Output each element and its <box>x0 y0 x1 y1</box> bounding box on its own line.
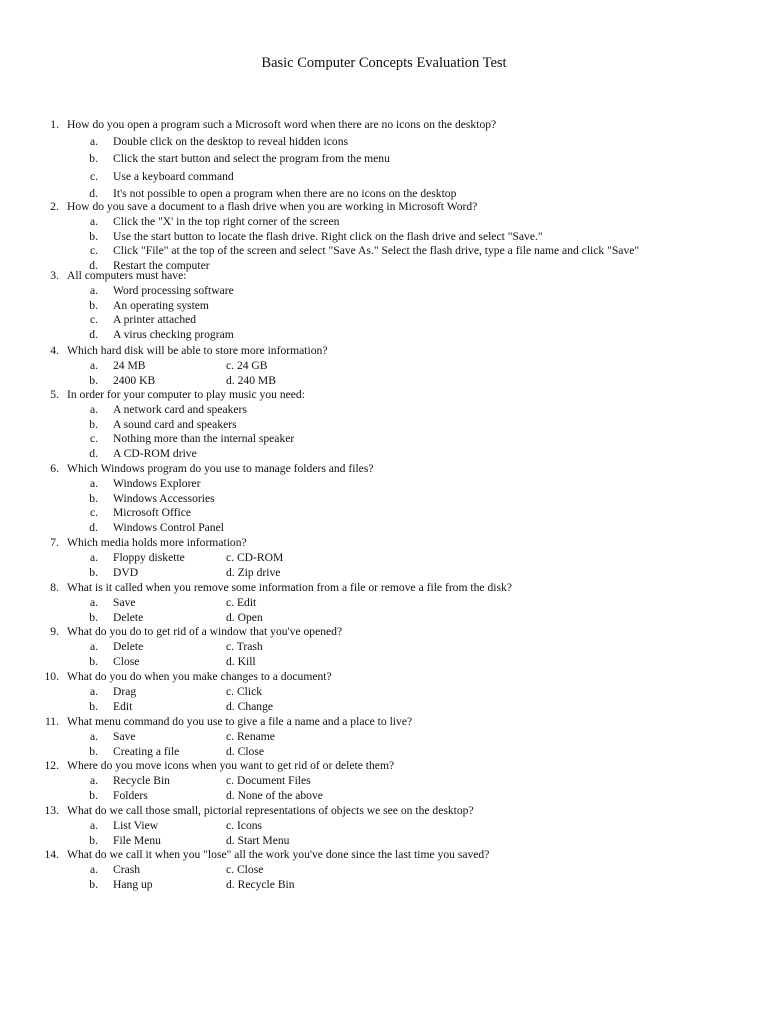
question-text: What do you do to get rid of a window that you've opened? <box>67 625 343 638</box>
answer-option-pair <box>0 729 768 744</box>
option-text: Microsoft Office <box>113 506 192 520</box>
answer-option <box>0 298 768 313</box>
option-label: c. <box>89 313 98 327</box>
option-text: An operating system <box>113 298 209 312</box>
option-text: Double click on the desktop to reveal hidden icons <box>113 135 349 148</box>
option-label: a. <box>89 639 98 653</box>
option-label: b. <box>89 744 98 758</box>
option-label: c. <box>89 170 98 183</box>
option-label: d. <box>89 259 98 273</box>
answer-option-pair <box>0 773 768 788</box>
question-text: What do we call those small, pictorial representations of objects we see on the desktop? <box>67 804 474 817</box>
option-label: b. <box>89 833 98 847</box>
option-text-right: c. Close <box>226 862 264 876</box>
question-12 <box>0 758 768 773</box>
option-label: b. <box>89 229 98 243</box>
option-label: b. <box>89 298 98 312</box>
option-text-left: Crash <box>113 862 141 876</box>
answer-option <box>0 505 768 520</box>
option-text-left: Creating a file <box>113 744 180 758</box>
option-label: a. <box>89 818 98 832</box>
option-text-right: c. Trash <box>226 639 263 653</box>
option-label: b. <box>89 699 98 713</box>
option-text: Click "File" at the top of the screen and select "Save As." Select the flash drive, type a file name and click "Save" <box>113 244 640 258</box>
answer-option <box>0 476 768 491</box>
option-label: a. <box>89 684 98 698</box>
option-text-left: Save <box>113 729 136 743</box>
question-number: 9. <box>50 625 59 638</box>
option-text: Windows Explorer <box>113 476 201 490</box>
page-title: Basic Computer Concepts Evaluation Test <box>261 55 507 71</box>
option-text-right: c. Click <box>226 684 263 698</box>
option-label: c. <box>89 432 98 446</box>
option-label: b. <box>89 491 98 505</box>
question-number: 6. <box>50 462 59 475</box>
answer-option-pair <box>0 699 768 714</box>
option-text-left: 24 MB <box>113 358 146 372</box>
question-text: What do you do when you make changes to a document? <box>67 670 332 683</box>
question-text: In order for your computer to play music you need: <box>67 388 305 401</box>
answer-option-pair <box>0 744 768 759</box>
option-text: Windows Control Panel <box>113 521 224 535</box>
option-label: b. <box>89 417 98 431</box>
question-number: 2. <box>50 200 59 213</box>
option-text-right: d. Zip drive <box>226 565 281 579</box>
question-text: Which hard disk will be able to store more information? <box>67 344 328 357</box>
answer-option <box>0 229 768 244</box>
option-text-left: 2400 KB <box>113 373 156 387</box>
question-6 <box>0 461 768 476</box>
option-label: a. <box>89 862 98 876</box>
option-text-left: Delete <box>113 639 144 653</box>
answer-option <box>0 431 768 446</box>
option-text: Use the start button to locate the flash drive. Right click on the flash drive and select "Save." <box>113 229 543 243</box>
answer-option-pair <box>0 610 768 625</box>
question-text: Which media holds more information? <box>67 536 247 549</box>
option-label: b. <box>89 610 98 624</box>
option-label: d. <box>89 328 98 342</box>
option-text-right: c. Icons <box>226 818 263 832</box>
option-text-left: Delete <box>113 610 144 624</box>
option-text-right: d. 240 MB <box>226 373 276 387</box>
answer-option-pair <box>0 877 768 892</box>
answer-option-pair <box>0 373 768 388</box>
question-8 <box>0 580 768 595</box>
option-text: A CD-ROM drive <box>113 447 197 461</box>
option-text: A virus checking program <box>113 328 234 342</box>
option-label: a. <box>89 773 98 787</box>
answer-option <box>0 151 768 166</box>
answer-option-pair <box>0 862 768 877</box>
option-label: a. <box>89 358 98 372</box>
option-text: Restart the computer <box>113 259 210 273</box>
option-text-left: Recycle Bin <box>113 773 170 787</box>
answer-option-pair <box>0 818 768 833</box>
answer-option-pair <box>0 833 768 848</box>
answer-option <box>0 312 768 327</box>
option-text-right: c. Document Files <box>226 773 311 787</box>
question-text: What do we call it when you "lose" all the work you've done since the last time you saved? <box>67 848 490 861</box>
question-text: Where do you move icons when you want to get rid of or delete them? <box>67 759 395 772</box>
option-text: Word processing software <box>113 283 234 297</box>
question-9 <box>0 624 768 639</box>
question-text: All computers must have: <box>67 269 187 282</box>
option-text-right: d. Kill <box>226 654 256 668</box>
option-text-right: d. Close <box>226 744 265 758</box>
option-text-right: d. Recycle Bin <box>226 877 295 891</box>
answer-option <box>0 491 768 506</box>
option-label: b. <box>89 152 98 165</box>
option-text: A printer attached <box>113 313 197 327</box>
option-text-left: Save <box>113 595 136 609</box>
option-text: Use a keyboard command <box>113 170 234 183</box>
option-text-left: Drag <box>113 684 137 698</box>
option-label: c. <box>89 506 98 520</box>
answer-option <box>0 417 768 432</box>
answer-option <box>0 446 768 461</box>
option-label: b. <box>89 877 98 891</box>
question-13 <box>0 803 768 818</box>
answer-option <box>0 214 768 229</box>
option-text-left: DVD <box>113 565 139 579</box>
question-11 <box>0 714 768 729</box>
question-number: 14. <box>44 848 59 861</box>
option-text: Windows Accessories <box>113 491 215 505</box>
question-text: What is it called when you remove some information from a file or remove a file from the disk? <box>67 581 512 594</box>
question-number: 10. <box>44 670 59 683</box>
option-label: a. <box>89 402 98 416</box>
question-3 <box>0 268 768 283</box>
option-label: b. <box>89 565 98 579</box>
question-14 <box>0 847 768 862</box>
question-7 <box>0 535 768 550</box>
option-text-right: d. Open <box>226 610 263 624</box>
question-number: 11. <box>44 715 59 728</box>
answer-option <box>0 520 768 535</box>
question-4 <box>0 343 768 358</box>
question-number: 1. <box>50 118 59 131</box>
option-label: d. <box>89 521 98 535</box>
option-label: b. <box>89 373 98 387</box>
option-label: a. <box>89 476 98 490</box>
answer-option-pair <box>0 358 768 373</box>
option-label: a. <box>89 283 98 297</box>
question-1 <box>0 117 768 132</box>
option-text-right: c. CD-ROM <box>226 550 284 564</box>
option-text-left: File Menu <box>113 833 161 847</box>
option-label: c. <box>89 244 98 258</box>
option-label: a. <box>89 595 98 609</box>
option-text-right: c. Edit <box>226 595 257 609</box>
question-text: How do you save a document to a flash drive when you are working in Microsoft Word? <box>67 200 478 213</box>
option-text: Click the "X' in the top right corner of the screen <box>113 214 340 228</box>
option-text-right: c. Rename <box>226 729 275 743</box>
question-number: 8. <box>50 581 59 594</box>
option-label: a. <box>89 550 98 564</box>
answer-option-pair <box>0 654 768 669</box>
question-2 <box>0 199 768 214</box>
answer-option-pair <box>0 639 768 654</box>
question-number: 4. <box>50 344 59 357</box>
option-text: A sound card and speakers <box>113 417 237 431</box>
option-text-right: d. None of the above <box>226 788 323 802</box>
option-label: a. <box>89 135 98 148</box>
question-text: Which Windows program do you use to manage folders and files? <box>67 462 374 475</box>
option-text: Click the start button and select the program from the menu <box>113 152 390 165</box>
option-text-left: Folders <box>113 788 148 802</box>
answer-option <box>0 283 768 298</box>
answer-option <box>0 169 768 184</box>
question-text: What menu command do you use to give a file a name and a place to live? <box>67 715 413 728</box>
question-number: 7. <box>50 536 59 549</box>
question-5 <box>0 387 768 402</box>
answer-option <box>0 327 768 342</box>
option-label: a. <box>89 729 98 743</box>
question-number: 3. <box>50 269 59 282</box>
option-label: b. <box>89 654 98 668</box>
option-text-right: d. Change <box>226 699 274 713</box>
option-text-left: List View <box>113 818 159 832</box>
question-number: 5. <box>50 388 59 401</box>
option-text-right: d. Start Menu <box>226 833 290 847</box>
option-text-left: Hang up <box>113 877 153 891</box>
option-text-left: Floppy diskette <box>113 550 185 564</box>
question-10 <box>0 669 768 684</box>
option-text: Nothing more than the internal speaker <box>113 432 295 446</box>
answer-option <box>0 134 768 149</box>
option-text: A network card and speakers <box>113 402 247 416</box>
option-text: It's not possible to open a program when there are no icons on the desktop <box>113 187 457 200</box>
option-text-left: Close <box>113 654 140 668</box>
option-text-right: c. 24 GB <box>226 358 268 372</box>
answer-option-pair <box>0 565 768 580</box>
answer-option <box>0 402 768 417</box>
question-text: How do you open a program such a Microsoft word when there are no icons on the desktop? <box>67 118 497 131</box>
option-label: a. <box>89 214 98 228</box>
answer-option <box>0 243 768 258</box>
option-label: d. <box>89 187 98 200</box>
answer-option-pair <box>0 788 768 803</box>
answer-option-pair <box>0 595 768 610</box>
answer-option-pair <box>0 550 768 565</box>
option-label: d. <box>89 447 98 461</box>
question-number: 13. <box>44 804 59 817</box>
option-label: b. <box>89 788 98 802</box>
option-text-left: Edit <box>113 699 133 713</box>
answer-option-pair <box>0 684 768 699</box>
question-number: 12. <box>44 759 59 772</box>
